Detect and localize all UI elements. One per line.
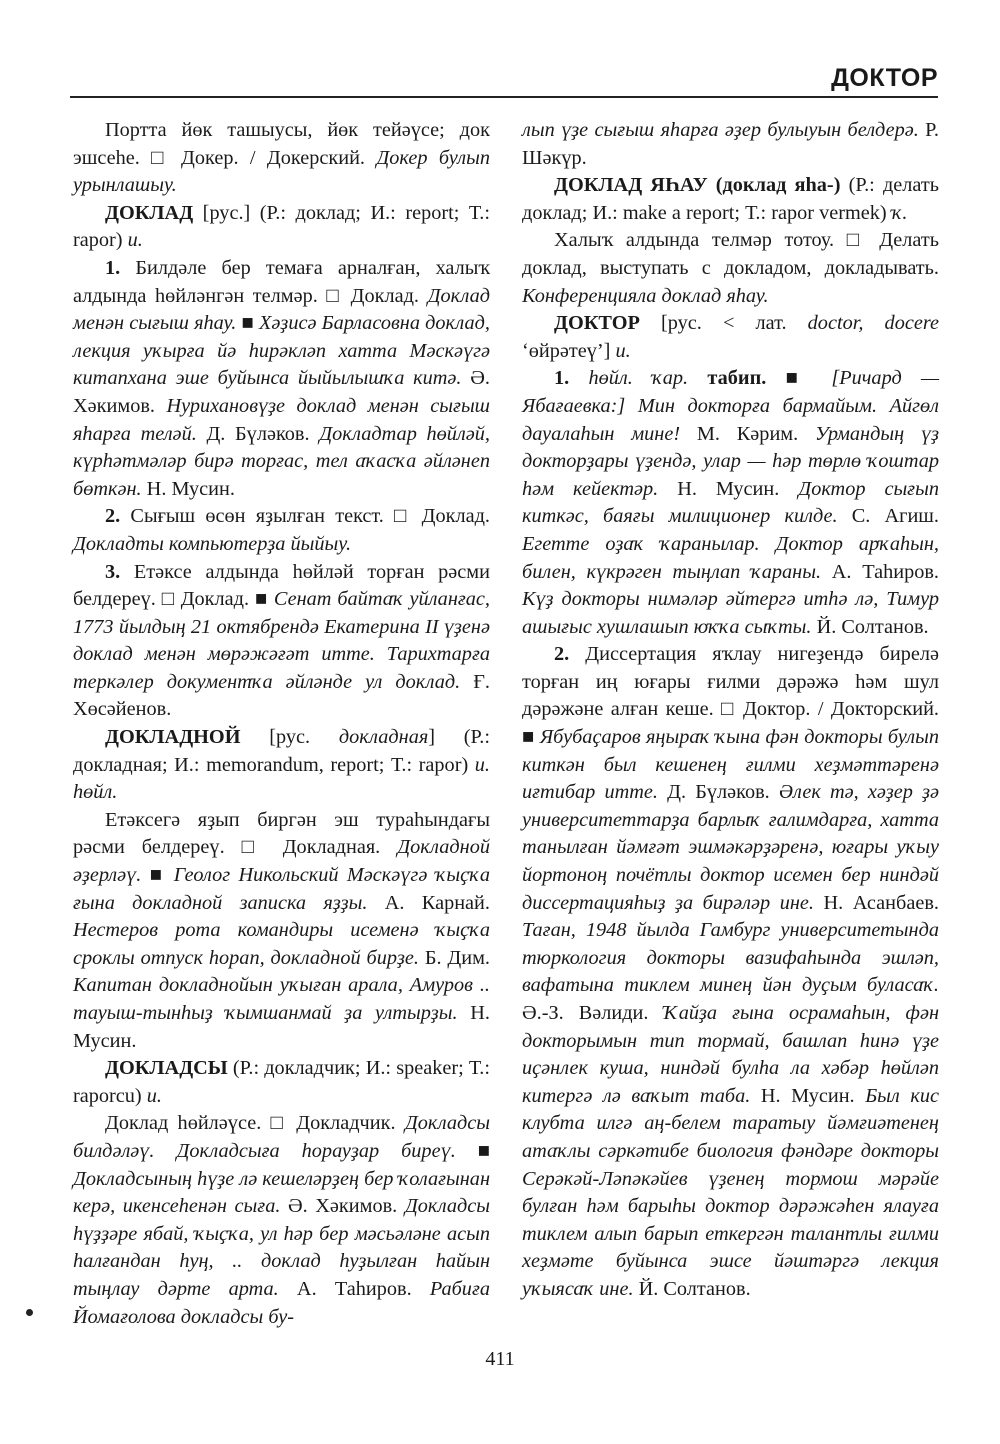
example-text: Нестеров рота командиры исеменә ҡыҫҡа сроклы отпуск һорап, докладной бирҙе. xyxy=(73,919,490,969)
example-text: Таған, 1948 йылда Гамбург университетында тюркология докторы вазифаһында эшләп, вафатына тиклем минең йән дуҫым буласаҡ. xyxy=(522,919,939,997)
definition-text: А. Таһиров. xyxy=(278,1277,430,1300)
definition-text: Ә. Хәкимов. xyxy=(280,1195,405,1218)
dictionary-paragraph xyxy=(73,724,490,807)
definition-text: Й. Солтанов. xyxy=(811,615,929,638)
margin-dot xyxy=(26,1309,33,1316)
definition-text: Н. Мусин. xyxy=(658,477,799,500)
definition-text: С. Агиш. xyxy=(837,505,939,528)
definition-text: Диссертация яҡлау нигеҙендә бирелә торған иң юғары ғилми дәрәжә һәм шул дәрәжәне алған кеше. □ Доктор. / Докторский. xyxy=(522,643,939,721)
definition-text xyxy=(569,367,588,389)
definition-text: М. Кәрим. xyxy=(680,422,815,445)
example-text: ■ Ябубаҫаров яңыраҡ ҡына фән докторы булып киткән был кешенең ғилми хеҙмәттәренә иғтибар итте. xyxy=(522,726,939,804)
example-text: Капитан докладнойын уҡыған арала, Амуров .. тауыш-тынһыҙ ҡымшанмай ҙа ултырҙы. xyxy=(73,974,490,1024)
example-text: Докладсы һүҙҙәре ябай, ҡыҫҡа, ул һәр бер мәсьәләне асып һалғандан һуң, .. доклад һуҙылған һайын тыңлау дәрте арта. xyxy=(73,1195,491,1300)
definition-text: Ғ. Хөсәйенов. xyxy=(73,670,490,721)
dictionary-paragraph xyxy=(73,807,490,1055)
definition-text: Н. Мусин. xyxy=(750,1084,866,1107)
definition-text: [рус.] (Р.: доклад; И.: report; Т.: rapor) xyxy=(73,201,490,252)
definition-text: ■ xyxy=(766,367,832,390)
headword: 2. xyxy=(554,643,570,666)
definition-text: Д. Бүләков. xyxy=(658,781,779,804)
example-text: и. xyxy=(127,229,143,252)
example-text: Нурихановүҙе доклад менән сығыш яһарға теләй. xyxy=(73,394,490,445)
example-text: Әлек тә, хәҙер ҙә университеттарҙа барлыҡ ғалимдарға, хатта танылған йәмғәт эшмәкәрҙәренә, юғары уҡыу йортоноң почётлы доктор исемен бер ниндәй диссертацияһыҙ ҙа бирәләр ине. xyxy=(522,781,939,914)
dictionary-paragraph xyxy=(522,310,939,365)
example-text: doctor, docere xyxy=(807,312,939,335)
definition-text: Билдәле бер темаға арналған, халыҡ алдында һөйләнгән телмәр. □ Доклад. xyxy=(73,256,490,307)
dictionary-paragraph xyxy=(73,1055,490,1110)
dictionary-paragraph xyxy=(73,200,490,255)
example-text: Урмандың үҙ докторҙары үҙендә, улар — һәр төрлө ҡоштар һәм кейектәр. xyxy=(522,422,939,500)
example-text: Доктор сығып киткәс, баяғы милиционер килде. xyxy=(522,477,939,528)
dictionary-paragraph xyxy=(73,1110,490,1331)
headword: 1. xyxy=(105,256,121,279)
example-text: Күҙ докторы нимәләр әйтергә итһә лә, Тимур ашығыс хушлашып юҡҡа сыҡты. xyxy=(522,588,939,638)
definition-text: Н. Асанбаев. xyxy=(813,891,939,914)
definition-text: Доклад һөйләүсе. □ Докладчик. xyxy=(105,1112,405,1135)
example-text: Докладной әҙерләү. ■ Геолог Никольский Мәскәүгә ҡыҫҡа ғына докладной записка яҙҙы. xyxy=(73,836,490,914)
left-column xyxy=(73,117,490,1331)
dictionary-paragraph xyxy=(73,117,490,200)
definition-text: ‘өйрәтеү’] xyxy=(522,339,616,362)
definition-text: Портта йөк ташыусы, йөк тейәүсе; док эшсеһе. □ Докер. / Докерский. xyxy=(73,119,490,169)
header-rule xyxy=(70,96,938,98)
definition-text: Етәксе алдында һөйләй торған рәсми белдереү. □ Доклад. xyxy=(73,560,490,611)
example-text: и. xyxy=(615,339,631,362)
definition-text: Халыҡ алдында телмәр тотоу. □ Делать доклад, выступать с докладом, докладывать. xyxy=(522,229,939,279)
example-text: докладная xyxy=(338,726,429,749)
definition-text: Етәксегә яҙып биргән эш тураһындағы рәсми белдереү. □ Докладная. xyxy=(73,808,490,859)
dictionary-paragraph xyxy=(522,117,939,172)
example-text: Рабиға Йомағолова докладсы бу- xyxy=(73,1277,490,1328)
definition-text: ] (Р.: докладная; И.: memorandum, report; Т.: rapor) xyxy=(73,726,491,776)
definition-text: (Р.: делать доклад; И.: make a report; Т.: rapor vermek) xyxy=(522,174,940,224)
example-text: Докладтар һөйләй, күрһәтмәләр бирә торғас, тел аҡасҡа әйләнеп бөткән. xyxy=(73,422,490,500)
headword: табип. xyxy=(707,367,767,390)
example-text: Докладты компьютерҙа йыйыу. xyxy=(73,532,352,555)
headword: (доклад яһа-) xyxy=(715,174,841,197)
dictionary-paragraph xyxy=(73,503,490,558)
example-text: Был кис клубта илгә аң-белем таратыу йәмғиәтенең атаҡлы сәркәтибе биология фәндәре докторы Серәкәй-Ләпәкәйев үҙенең тормош мәрәйе булған һәм барыһы доктор дәрәжәһен ялауға тиклем алып барып еткергән талантлы ғилми хеҙмәте буйынса эшсе йәштәргә лекция уҡыясаҡ ине. xyxy=(522,1084,939,1300)
page-number: 411 xyxy=(485,1348,515,1370)
definition-text: Ә. Хәкимов. xyxy=(73,367,490,417)
right-column xyxy=(522,117,939,1304)
example-text: [Ричард — Ябағаевка:] Мин докторға бармайым. Айгөл дауалаһын мине! xyxy=(522,367,939,445)
running-header: ДОКТОР xyxy=(831,64,938,92)
definition-text: [рус. < лат. xyxy=(639,312,808,335)
definition-text: Й. Солтанов. xyxy=(633,1277,751,1300)
dictionary-paragraph xyxy=(522,227,939,310)
definition-text: А. Карнай. xyxy=(367,891,490,914)
example-text: ҡ. xyxy=(891,201,908,224)
dictionary-paragraph xyxy=(522,365,939,641)
definition-text: А. Таһиров. xyxy=(821,560,939,583)
dictionary-paragraph xyxy=(73,559,490,725)
dictionary-paragraph xyxy=(73,255,490,503)
example-text: Докладсы билдәләү. Докладсыға һорауҙар биреү. ■ Докладсының һүҙе лә кешеләрҙең бер ҡолағынан керә, икенсеһенән сыға. xyxy=(73,1112,490,1218)
definition-text: Д. Бүләков. xyxy=(196,422,320,445)
headword: ДОКЛАДСЫ xyxy=(105,1057,228,1080)
headword: 1. xyxy=(554,367,570,390)
example-text: һөйл. ҡар. xyxy=(588,367,689,390)
example-text: Егетте оҙаҡ ҡаранылар. Доктор арҡаһын, билен, күкрәген тыңлап ҡараны. xyxy=(522,532,939,583)
example-text: лып үҙе сығыш яһарға әҙер булыуын белдерә. xyxy=(522,119,919,141)
definition-text: Н. Мусин. xyxy=(73,1002,491,1052)
dictionary-paragraph xyxy=(522,172,939,227)
example-text: ■ Сенат байтаҡ уйланғас, 1773 йылдың 21 октябрендә Екатерина II үҙенә доклад менән мөрәжәғәт итте. Тарихтарға теркәлер документҡа әйләнде ул доклад. xyxy=(73,588,490,693)
definition-text: Сығыш өсөн яҙылған текст. □ Доклад. xyxy=(120,505,490,528)
example-text: Доклад менән сығыш яһау. ■ Хәҙисә Барласовна доклад, лекция уҡырға йә һирәкләп хатта Мәскәүгә китапхана эше буйынса йыйылышҡа китә. xyxy=(73,284,490,390)
example-text: Ҡайҙа ғына осрамаһын, фән докторымын тип тормай, башлап һинә үҙе иҫәнлек куша, ниндәй булһа ла хәбәр һөйләп китергә лә ваҡыт таба. xyxy=(522,1002,940,1107)
definition-text xyxy=(708,174,716,196)
headword: ДОКЛАД ЯҺАУ xyxy=(554,174,708,197)
example-text: Конференцияла доклад яһау. xyxy=(522,284,769,307)
definition-text: Н. Мусин. xyxy=(141,477,235,500)
example-text: Докер булып урынлашыу. xyxy=(73,146,490,197)
definition-text: [рус. xyxy=(240,726,339,749)
headword: 3. xyxy=(105,560,121,583)
example-text: и. һөйл. xyxy=(73,753,490,804)
example-text: и. xyxy=(146,1084,162,1107)
headword: ДОКЛАД xyxy=(105,201,194,224)
headword: ДОКЛАДНОЙ xyxy=(105,726,241,749)
definition-text: (Р.: докладчик; И.: speaker; Т.: raporcu) xyxy=(73,1057,490,1107)
headword: 2. xyxy=(105,505,121,528)
definition-text: Б. Дим. xyxy=(418,946,490,969)
definition-text: Ә.-З. Вәлиди. xyxy=(522,1002,664,1024)
definition-text xyxy=(688,367,707,389)
definition-text: Р. Шәкүр. xyxy=(522,119,939,169)
dictionary-paragraph xyxy=(522,641,939,1303)
headword: ДОКТОР xyxy=(554,312,640,335)
